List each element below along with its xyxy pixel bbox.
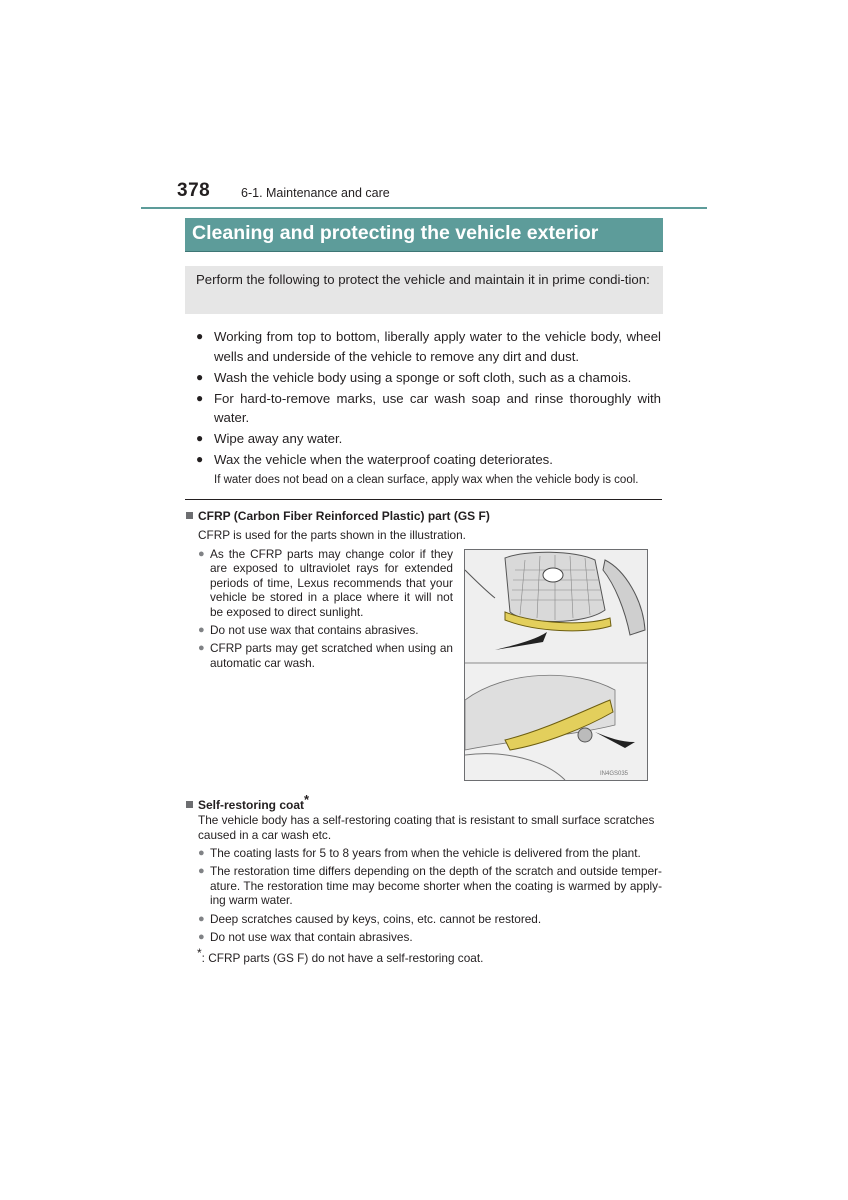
list-item [196,327,661,366]
list-item [198,623,453,637]
cfrp-item-text: CFRP parts may get scratched when using an automatic car wash. [210,641,453,670]
intro-box [185,266,663,314]
self-restoring-item-text: The restoration time differs depending on the depth of the scratch and outside temper-ature. The restoration time may become shorter when the coating is warmed by apply-ing warm water. [210,864,662,908]
self-restoring-item-text: Deep scratches caused by keys, coins, etc. cannot be restored. [210,911,542,926]
header-rule [141,207,707,209]
section-divider [185,499,662,500]
list-item [198,846,662,860]
cfrp-heading-text: CFRP (Carbon Fiber Reinforced Plastic) part (GS F) [198,509,490,523]
bullet-icon: ● [198,912,205,925]
list-item [198,547,453,619]
cfrp-heading [186,509,490,523]
bullet-icon: ● [196,390,204,405]
bullet-icon: ● [198,642,205,655]
self-restoring-list [198,846,662,948]
cfrp-item-text: Do not use wax that contains abrasives. [210,623,419,638]
bullet-icon: ● [196,329,204,343]
bullet-icon: ● [196,431,204,445]
self-restoring-heading-text: Self-restoring coat [198,798,305,812]
step-text: Wax the vehicle when the waterproof coating deteriorates. [214,452,553,467]
list-item [196,389,661,428]
footnote-text: : CFRP parts (GS F) do not have a self-restoring coat. [201,950,484,965]
footnote-marker: * [197,946,202,960]
intro-text: Perform the following to protect the vehicle and maintain it in prime condi-tion: [196,272,650,287]
bullet-icon: ● [198,847,205,859]
bullet-icon: ● [198,865,205,878]
illustration-code: IN4GS035 [600,771,629,777]
self-restoring-item-text: The coating lasts for 5 to 8 years from when the vehicle is delivered from the plant. [210,846,641,860]
title-bar [185,218,663,252]
wax-note: If water does not bead on a clean surface, apply wax when the vehicle body is cool. [214,474,639,486]
self-restoring-item-text: Do not use wax that contain abrasives. [210,930,413,945]
self-restoring-heading [186,792,309,812]
bullet-icon: ● [198,548,205,560]
page-title: Cleaning and protecting the vehicle exterior [192,222,599,244]
bullet-icon: ● [198,624,205,637]
square-bullet-icon [186,801,193,808]
steps-list [196,327,661,471]
list-item [198,641,453,670]
step-text: Working from top to bottom, liberally apply water to the vehicle body, wheel wells and underside of the vehicle to remove any dirt and dust. [214,329,661,364]
self-restoring-intro: The vehicle body has a self-restoring coating that is resistant to small surface scratches caused in a car wash etc. [198,813,655,842]
footnote [197,946,483,965]
bullet-icon: ● [198,931,205,944]
cfrp-item-text: As the CFRP parts may change color if they are exposed to ultraviolet rays for extended periods of time, Lexus recommends that your vehicle be stored in a place where it will not be exposed to direct sunlight. [210,547,453,619]
step-text: For hard-to-remove marks, use car wash soap and rinse thoroughly with water. [214,390,661,425]
cfrp-intro: CFRP is used for the parts shown in the illustration. [198,528,466,542]
list-item [196,450,661,470]
bullet-icon: ● [196,369,204,384]
list-item [198,930,662,944]
car-parts-drawing [465,550,647,780]
page-number: 378 [177,180,211,201]
footnote-marker: * [304,792,310,807]
list-item [196,429,661,449]
bullet-icon: ● [196,452,204,466]
section-label: 6-1. Maintenance and care [241,186,390,200]
list-item [198,864,662,907]
cfrp-illustration [464,549,648,781]
list-item [198,912,662,926]
step-text: Wash the vehicle body using a sponge or soft cloth, such as a chamois. [214,369,632,385]
list-item [196,368,661,388]
step-text: Wipe away any water. [214,431,343,446]
square-bullet-icon [186,512,193,519]
cfrp-list [198,547,453,674]
